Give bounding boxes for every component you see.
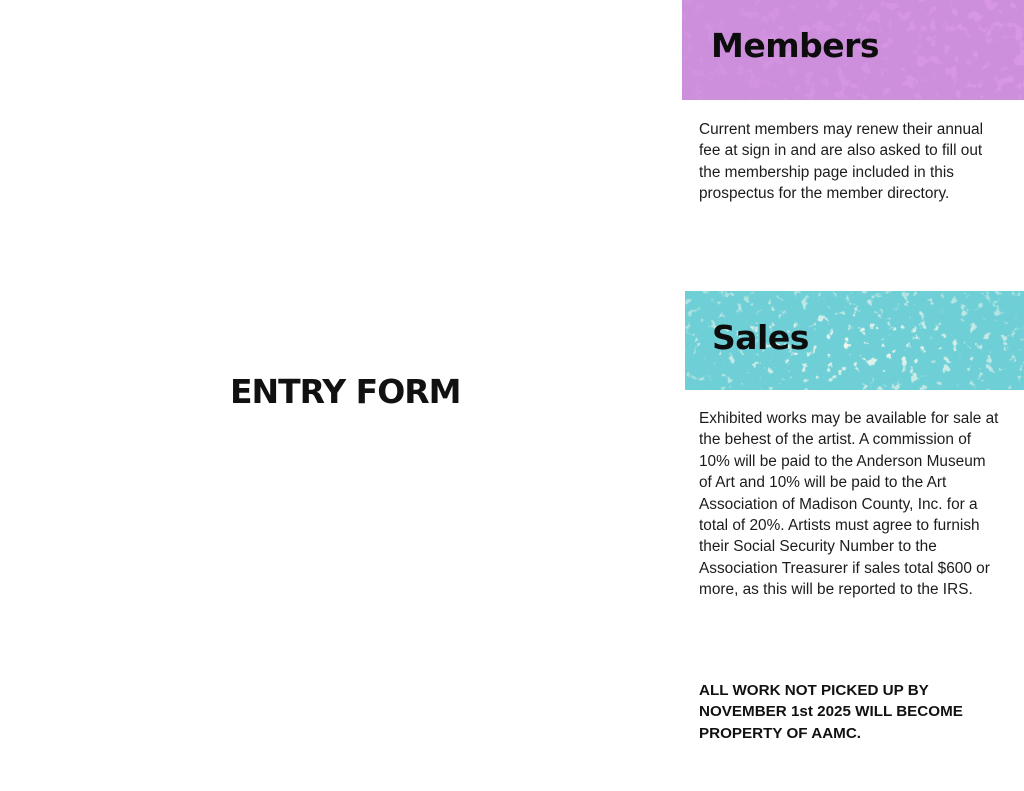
sales-body: Exhibited works may be available for sale at the behest of the artist. A commission of 10% will be paid to the Anderson Museum of Art and 10% will be paid to the Art Association of Madison County, Inc. for a total of 20%. Artists must agree to furnish their Social Security Number to the Association Treasurer if sales total $600 or more, as this will be reported to the IRS. xyxy=(699,410,999,599)
members-heading: Members xyxy=(711,26,880,65)
sales-banner xyxy=(685,291,1024,390)
entry-form-title: ENTRY FORM xyxy=(230,372,461,411)
members-banner xyxy=(682,0,1024,100)
sales-heading: Sales xyxy=(712,318,809,357)
pickup-notice: ALL WORK NOT PICKED UP BY NOVEMBER 1st 2025 WILL BECOME PROPERTY OF AAMC. xyxy=(699,682,963,742)
members-body: Current members may renew their annual fee at sign in and are also asked to fill out the membership page included in this prospectus for the member directory. xyxy=(699,121,983,203)
